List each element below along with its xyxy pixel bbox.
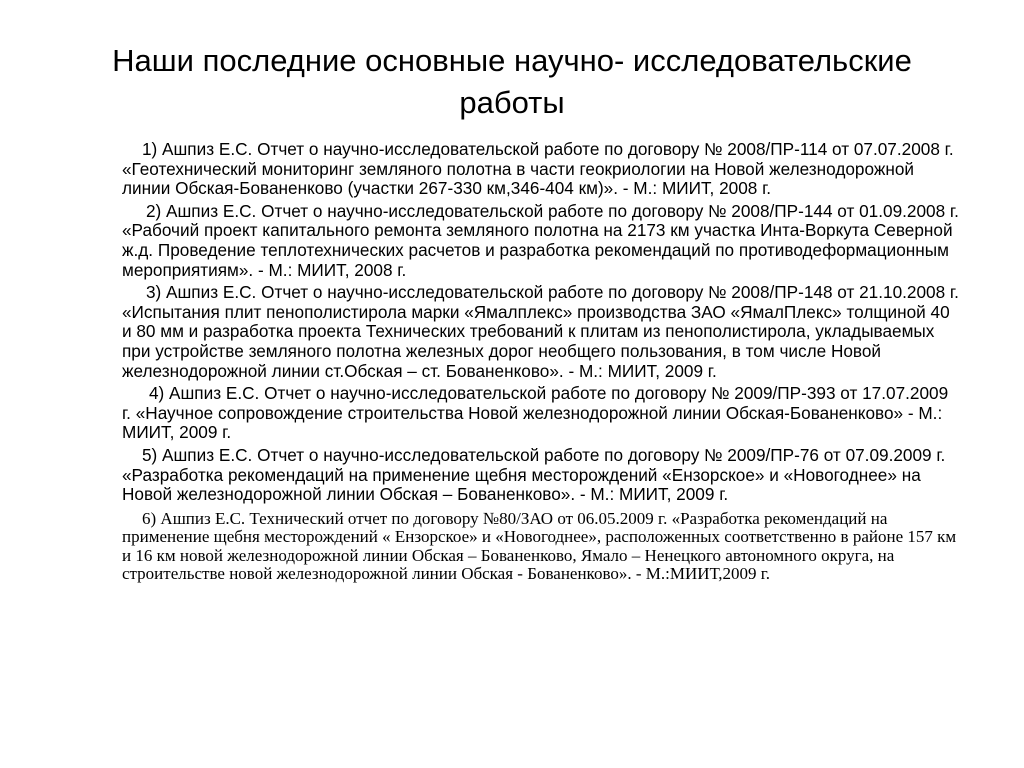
reference-item-6: 6) Ашпиз Е.С. Технический отчет по договору №80/ЗАО от 06.05.2009 г. «Разработка рекомендаций на применение щебня месторождений « Ензорское» и «Новогоднее», расположенных соответственно в районе 157 км и 16 км новой железнодорожной линии Обская – Бованенково, Ямало – Ненецкого автономного округа, на строительстве новой железнодорожной линии Обская - Бованенково». - М.:МИИТ,2009 г. xyxy=(122,508,957,583)
reference-item-3: 3) Ашпиз Е.С. Отчет о научно-исследовательской работе по договору № 2008/ПР-148 от 21.10.2008 г. «Испытания плит пенополистирола марки «Ямалплекс» производства ЗАО «ЯмалПлекс» толщиной 40 и 80 мм и разработка проекта Технических требований к плитам из пенополистирола, укладываемых при устройстве земляного полотна железных дорог необщего пользования, в том числе Новой железнодорожной линии ст.Обская – ст. Бованенково». - М.: МИИТ, 2009 г. xyxy=(122,282,959,381)
reference-item-2: 2) Ашпиз Е.С. Отчет о научно-исследовательской работе по договору № 2008/ПР-144 от 01.09.2008 г. «Рабочий проект капитального ремонта земляного полотна на 2173 км участка Инта-Воркута Северной ж.д. Проведение теплотехнических расчетов и разработка рекомендаций по противодеформационным мероприятиям». - М.: МИИТ, 2008 г. xyxy=(122,200,959,280)
slide-title: Наши последние основные научно- исследовательские работы xyxy=(112,43,912,120)
reference-item-5: 5) Ашпиз Е.С. Отчет о научно-исследовательской работе по договору № 2009/ПР-76 от 07.09.2009 г. «Разработка рекомендаций на применение щебня месторождений «Ензорское» и «Новогоднее» на Новой железнодорожной линии Обская – Бованенково». - М.: МИИТ, 2009 г. xyxy=(122,444,946,505)
reference-item-4: 4) Ашпиз Е.С. Отчет о научно-исследовательской работе по договору № 2009/ПР-393 от 17.07.2009 г. «Научное сопровождение строительства Новой железнодорожной линии Обская-Бованенково» - М.: МИИТ, 2009 г. xyxy=(122,383,949,443)
reference-list xyxy=(122,140,960,586)
reference-item-1: 1) Ашпиз Е.С. Отчет о научно-исследовательской работе по договору № 2008/ПР-114 от 07.07.2008 г. «Геотехнический мониторинг земляного полотна в части геокриологии на Новой железнодорожной линии Обская-Бованенково (участки 267-330 км,346-404 км)». - М.: МИИТ, 2008 г. xyxy=(122,139,954,199)
